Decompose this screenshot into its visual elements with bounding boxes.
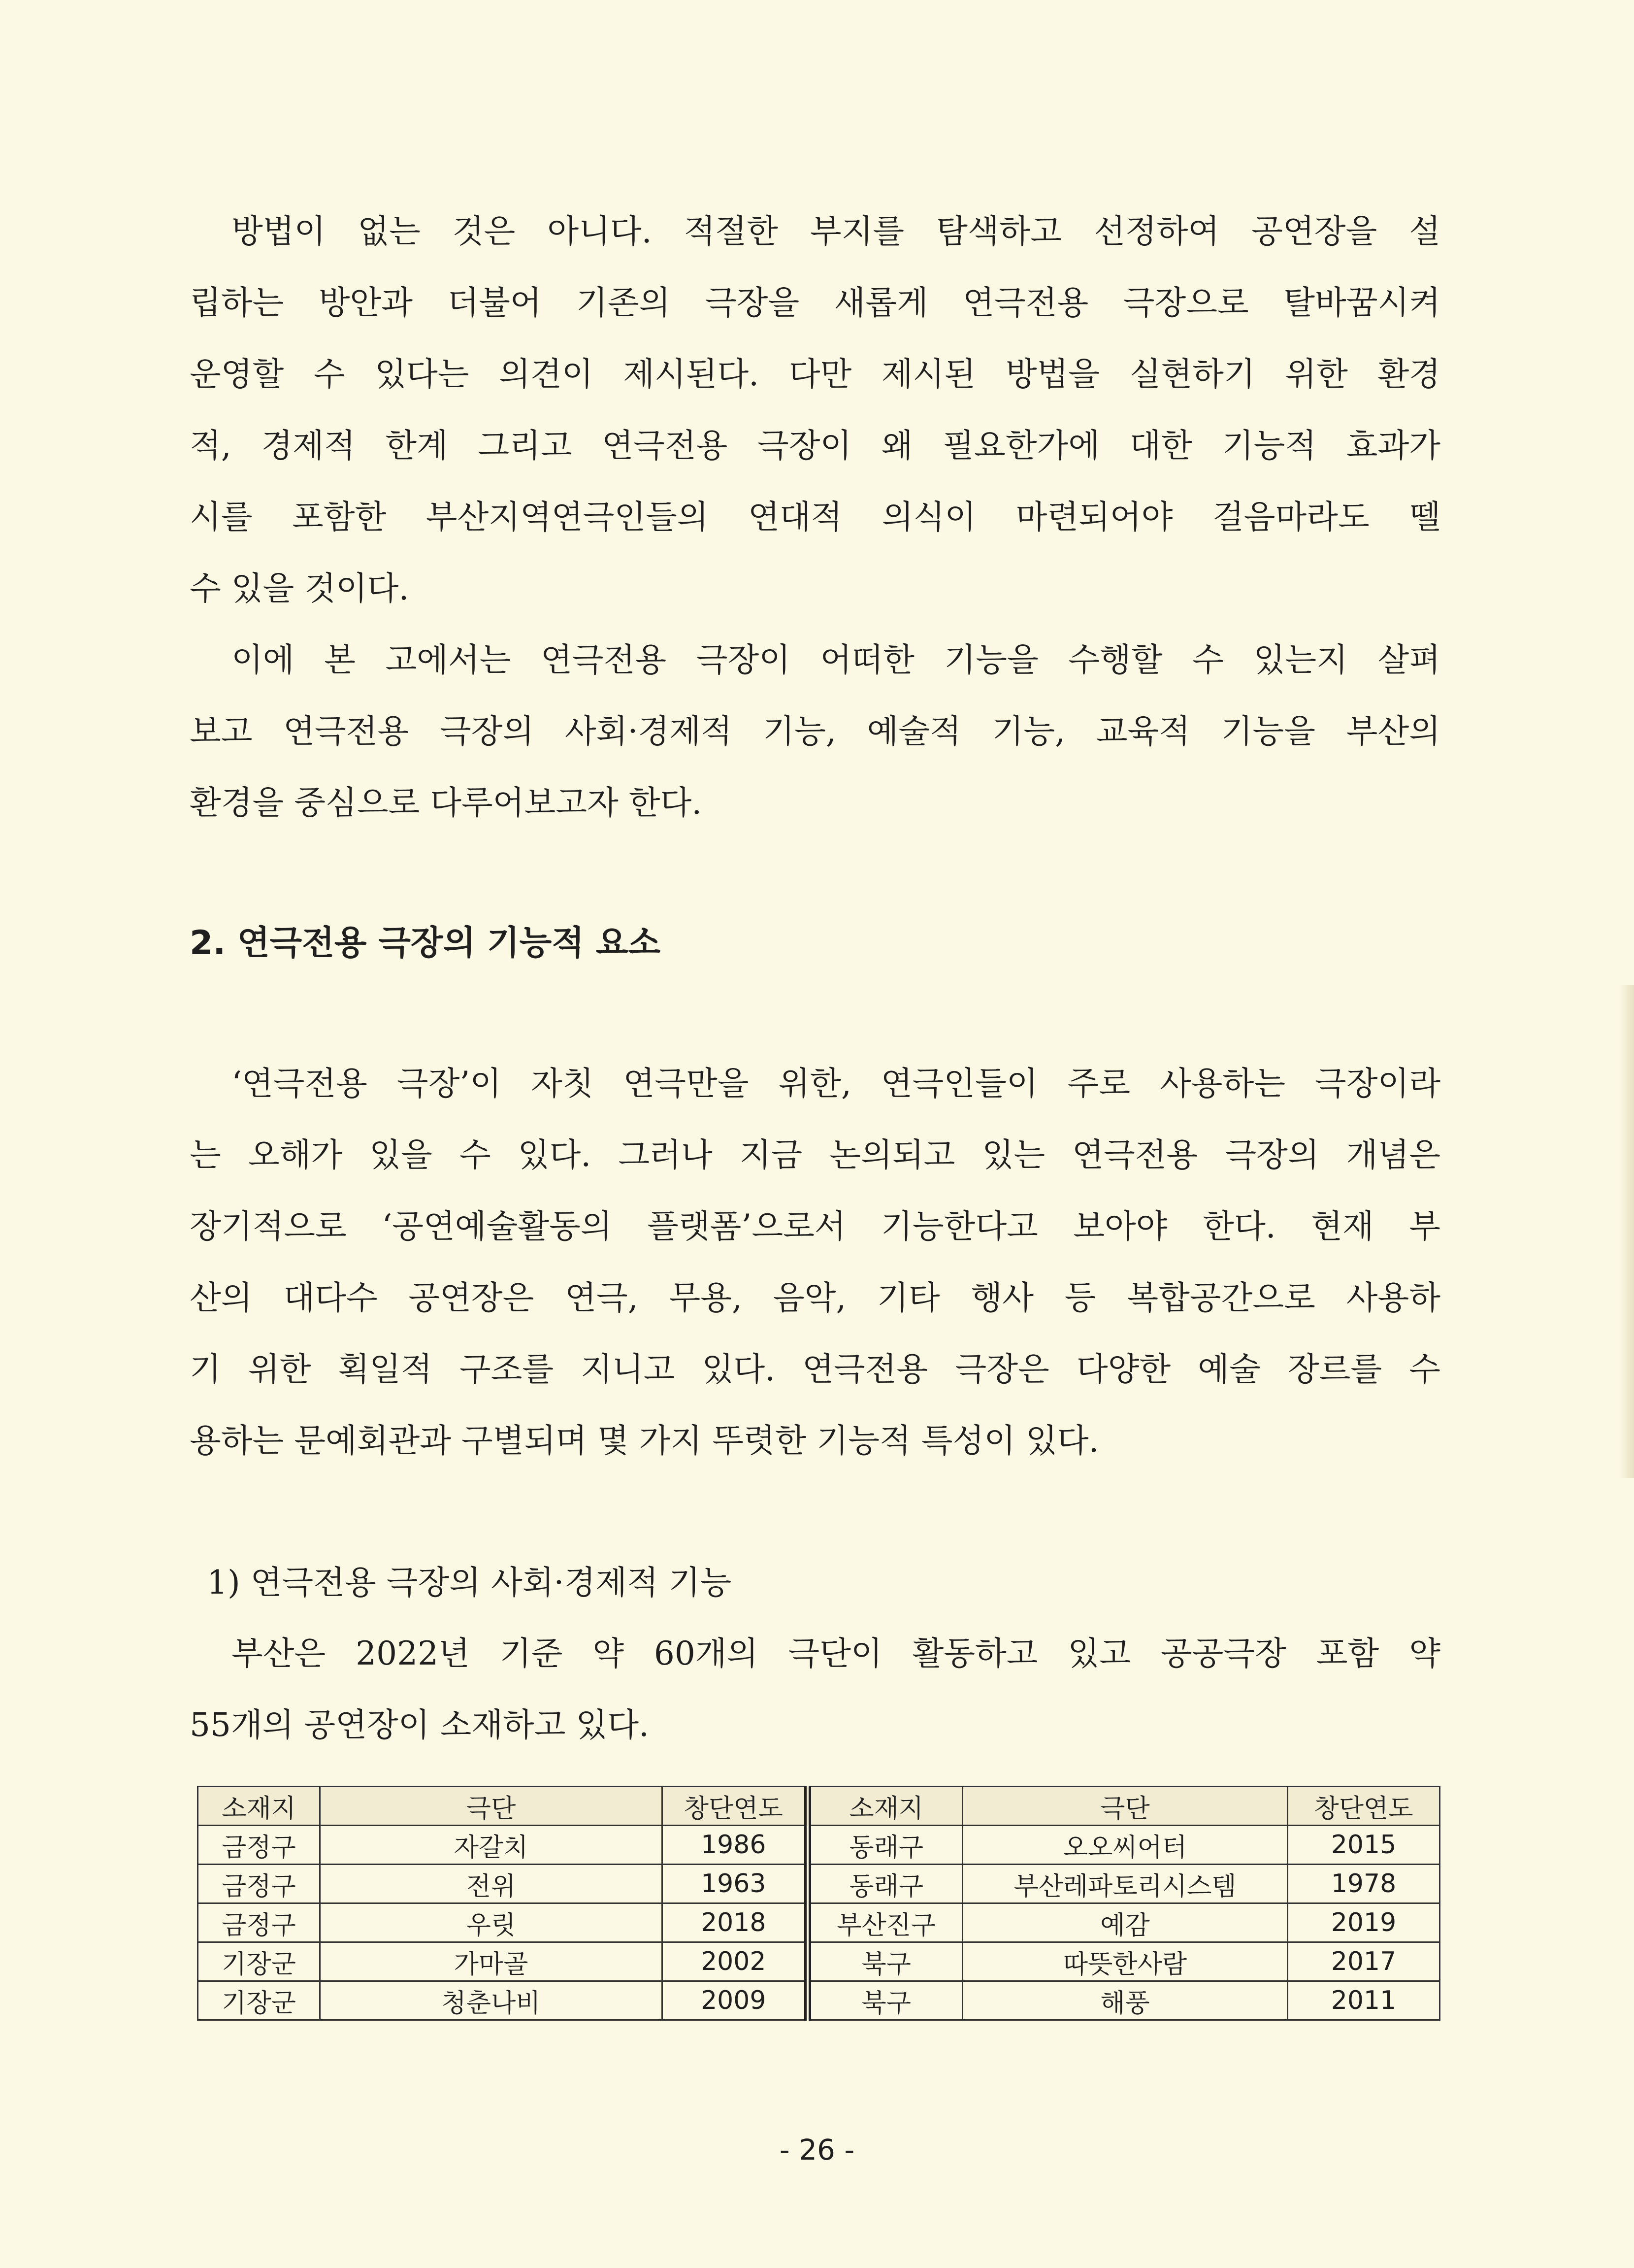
paragraph1-line: 방법이 없는 것은 아니다. 적절한 부지를 탐색하고 선정하여 공연장을 설 (231, 212, 1440, 250)
table-cell: 1963 (662, 1865, 808, 1903)
header-cell: 창단연도 (1288, 1787, 1440, 1826)
header-cell: 소재지 (198, 1787, 320, 1826)
table-row (198, 1942, 1440, 1981)
table-cell: 1986 (662, 1826, 808, 1865)
subsection-heading: 1) 연극전용 극장의 사회·경제적 기능 (207, 1564, 732, 1601)
paragraph2-line: 이에 본 고에서는 연극전용 극장이 어떠한 기능을 수행할 수 있는지 살펴 (231, 641, 1440, 679)
table-cell: 2019 (1288, 1903, 1440, 1942)
paragraph3-line: 용하는 문예회관과 구별되며 몇 가지 뚜렷한 기능적 특성이 있다. (190, 1422, 1099, 1460)
paragraph3-line: ‘연극전용 극장’이 자칫 연극만을 위한, 연극인들이 주로 사용하는 극장이라 (231, 1065, 1440, 1102)
paragraph3-line: 는 오해가 있을 수 있다. 그러나 지금 논의되고 있는 연극전용 극장의 개념은 (190, 1136, 1440, 1174)
table-cell: 예감 (963, 1903, 1288, 1942)
table-cell: 따뜻한사람 (963, 1942, 1288, 1981)
table-cell: 해풍 (963, 1981, 1288, 2020)
table-cell: 전위 (320, 1865, 662, 1903)
table-row (198, 1826, 1440, 1865)
table-row (198, 1903, 1440, 1942)
paragraph3-line: 장기적으로 ‘공연예술활동의 플랫폼’으로서 기능한다고 보아야 한다. 현재 부 (190, 1207, 1440, 1245)
table-cell: 2018 (662, 1903, 808, 1942)
table-cell: 동래구 (808, 1865, 963, 1903)
table-cell: 북구 (808, 1942, 963, 1981)
table-row (198, 1865, 1440, 1903)
table-cell: 금정구 (198, 1903, 320, 1942)
table-cell: 동래구 (808, 1826, 963, 1865)
table-cell: 2002 (662, 1942, 808, 1981)
table-cell: 청춘나비 (320, 1981, 662, 2020)
header-cell: 극단 (320, 1787, 662, 1826)
table-cell: 금정구 (198, 1865, 320, 1903)
paragraph1-line: 립하는 방안과 더불어 기존의 극장을 새롭게 연극전용 극장으로 탈바꿈시켜 (190, 284, 1440, 322)
table-cell: 부산진구 (808, 1903, 963, 1942)
table-cell: 부산레파토리시스템 (963, 1865, 1288, 1903)
paragraph4-line: 부산은 2022년 기준 약 60개의 극단이 활동하고 있고 공공극장 포함 약 (231, 1634, 1440, 1672)
table-cell: 기장군 (198, 1981, 320, 2020)
theater-troupe-table (197, 1786, 1440, 2021)
paragraph1-line: 시를 포함한 부산지역연극인들의 연대적 의식이 마련되어야 걸음마라도 뗄 (190, 498, 1440, 536)
table-cell: 가마골 (320, 1942, 662, 1981)
table-cell: 2011 (1288, 1981, 1440, 2020)
table-cell: 기장군 (198, 1942, 320, 1981)
table-cell: 금정구 (198, 1826, 320, 1865)
paragraph1-line: 운영할 수 있다는 의견이 제시된다. 다만 제시된 방법을 실현하기 위한 환경 (190, 355, 1440, 393)
table-cell: 2009 (662, 1981, 808, 2020)
header-cell: 극단 (963, 1787, 1288, 1826)
paragraph3-line: 산의 대다수 공연장은 연극, 무용, 음악, 기타 행사 등 복합공간으로 사용하 (190, 1279, 1440, 1317)
header-cell: 창단연도 (662, 1787, 808, 1826)
paragraph4-line: 55개의 공연장이 소재하고 있다. (190, 1706, 649, 1744)
section-heading: 2. 연극전용 극장의 기능적 요소 (190, 924, 661, 963)
paragraph3-line: 기 위한 획일적 구조를 지니고 있다. 연극전용 극장은 다양한 예술 장르를 수 (190, 1350, 1440, 1388)
paragraph1-line: 적, 경제적 한계 그리고 연극전용 극장이 왜 필요한가에 대한 기능적 효과가 (190, 427, 1440, 465)
paragraph2-line: 환경을 중심으로 다루어보고자 한다. (190, 784, 702, 822)
table-cell: 오오씨어터 (963, 1826, 1288, 1865)
table-row (198, 1981, 1440, 2020)
table-cell: 우릿 (320, 1903, 662, 1942)
table-cell: 자갈치 (320, 1826, 662, 1865)
table-cell: 1978 (1288, 1865, 1440, 1903)
page-edge-shadow (1619, 985, 1634, 1478)
paragraph1-line: 수 있을 것이다. (190, 569, 409, 607)
header-cell: 소재지 (808, 1787, 963, 1826)
table-cell: 2017 (1288, 1942, 1440, 1981)
paragraph2-line: 보고 연극전용 극장의 사회·경제적 기능, 예술적 기능, 교육적 기능을 부산의 (190, 712, 1440, 750)
table-cell: 북구 (808, 1981, 963, 2020)
table-cell: 2015 (1288, 1826, 1440, 1865)
page-number: - 26 - (779, 2133, 855, 2167)
table-header-row (198, 1787, 1440, 1826)
